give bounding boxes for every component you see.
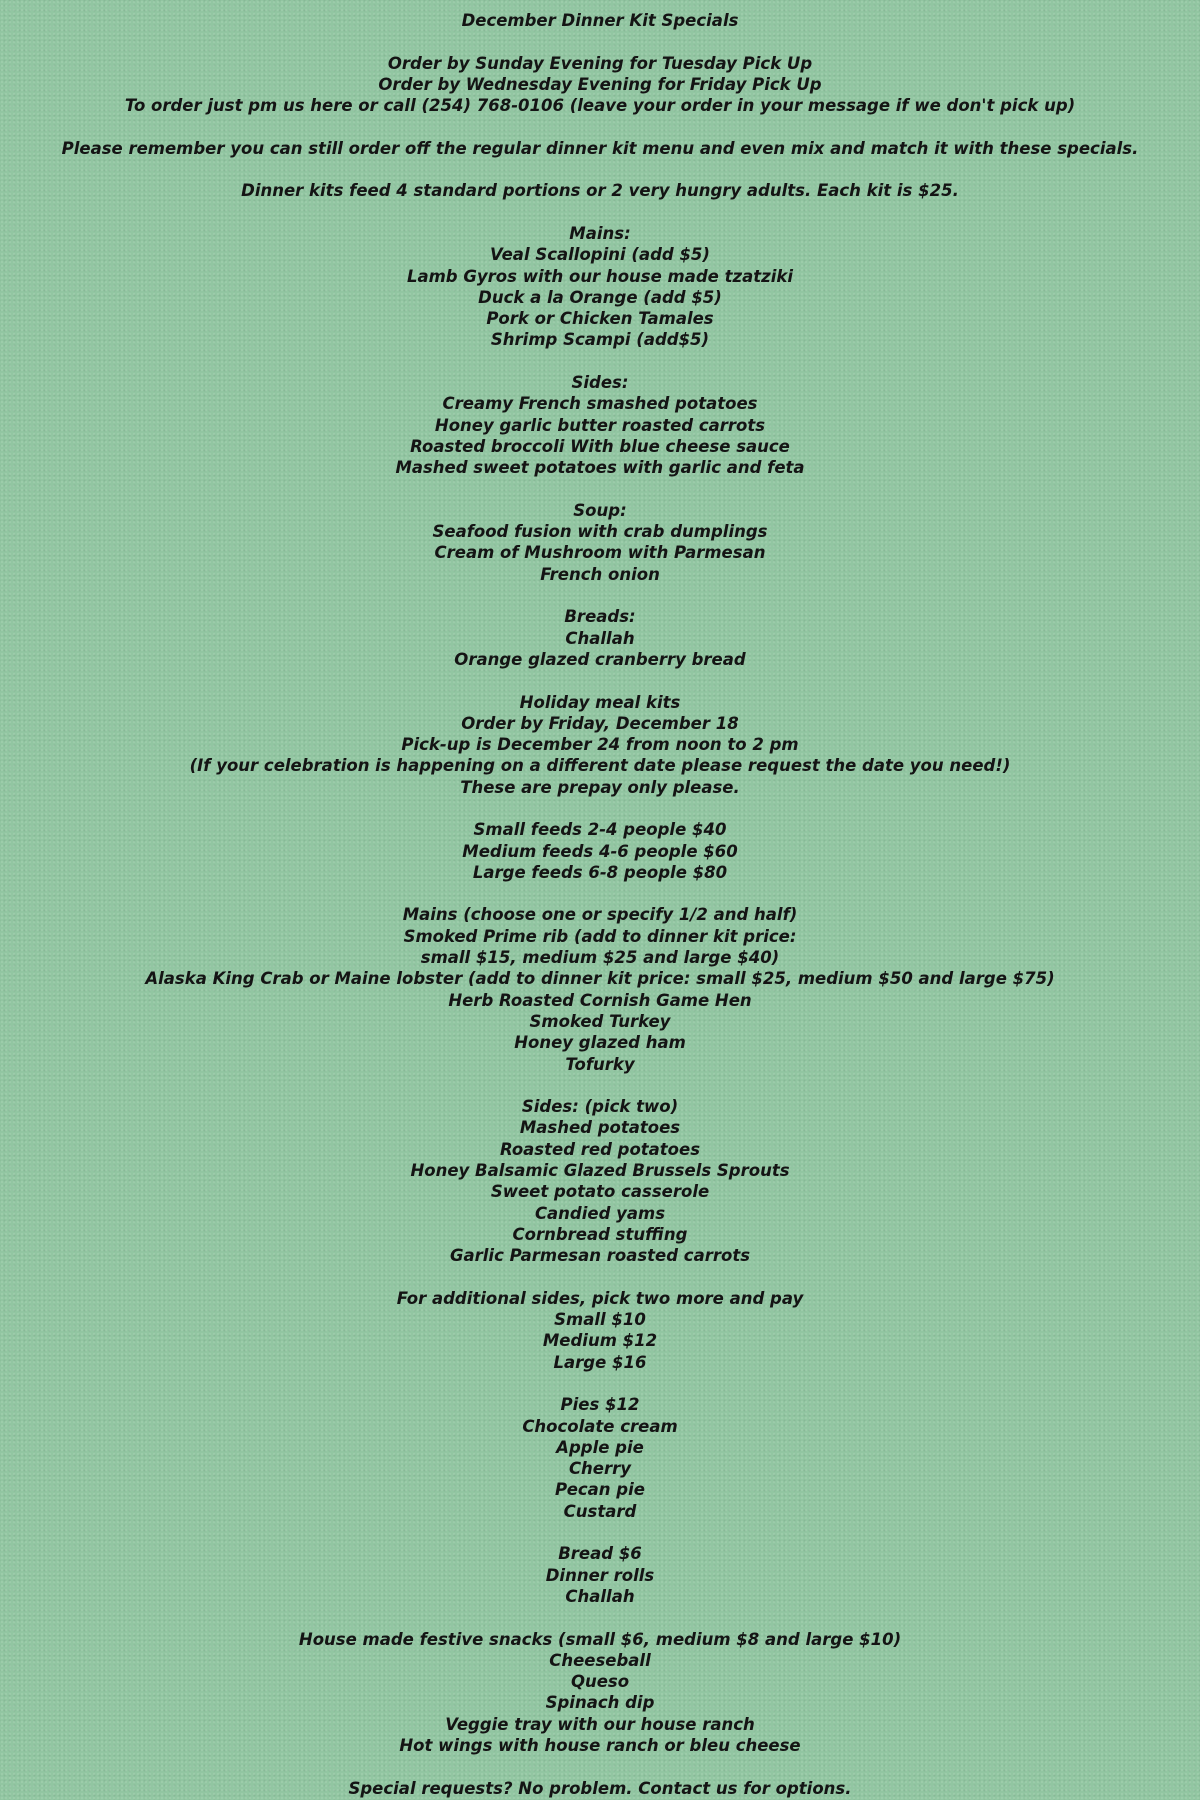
flyer-line: Hot wings with house ranch or bleu cheese [399,1736,801,1756]
flyer-line: Creamy French smashed potatoes [442,394,758,414]
flyer-line: Orange glazed cranberry bread [454,649,746,669]
flyer-line: Special requests? No problem. Contact us for options. [348,1778,852,1798]
flyer-line: Apple pie [556,1437,644,1457]
blank-line [0,585,1200,606]
blank-line [0,1522,1200,1543]
blank-line [0,798,1200,819]
flyer-line: Honey Balsamic Glazed Brussels Sprouts [410,1161,790,1181]
flyer-line: Challah [565,1586,635,1606]
blank-line [0,159,1200,180]
flyer-line: Order by Wednesday Evening for Friday Pick Up [378,74,822,94]
flyer-line: Large feeds 6-8 people $80 [472,862,728,882]
flyer-line: Bread $6 [558,1544,642,1564]
flyer-line: Sides: (pick two) [521,1097,679,1117]
blank-line [0,31,1200,52]
blank-line [0,1756,1200,1777]
flyer-line: Pork or Chicken Tamales [486,309,714,329]
blank-line [0,670,1200,691]
flyer-line: (If your celebration is happening on a different date please request the date you need!) [189,756,1011,776]
flyer-line: Cornbread stuffing [512,1224,688,1244]
flyer-line: Large $16 [553,1352,647,1372]
flyer-line: Roasted red potatoes [499,1139,701,1159]
flyer-line: Candied yams [534,1203,666,1223]
flyer-line: Cherry [568,1459,632,1479]
flyer-line: Seafood fusion with crab dumplings [432,522,768,542]
flyer-line: Breads: [564,607,636,627]
flyer-line: Pies $12 [560,1395,640,1415]
flyer-line: Pick-up is December 24 from noon to 2 pm [401,735,799,755]
flyer-line: Cream of Mushroom with Parmesan [434,543,766,563]
flyer-line: Dinner rolls [545,1565,655,1585]
flyer-line: Sweet potato casserole [490,1182,710,1202]
flyer-line: small $15, medium $25 and large $40) [420,948,780,968]
flyer-line: Queso [570,1672,630,1692]
flyer-line: Order by Sunday Evening for Tuesday Pick Up [387,53,813,73]
blank-line [0,1607,1200,1628]
flyer-line: Cheeseball [549,1650,651,1670]
blank-line [0,202,1200,223]
blank-line [0,479,1200,500]
flyer-line: Holiday meal kits [519,692,681,712]
blank-line [0,1373,1200,1394]
flyer-line: Soup: [573,500,627,520]
flyer-line: Herb Roasted Cornish Game Hen [448,990,752,1010]
flyer-line: Please remember you can still order off the regular dinner kit menu and even mix and match it with these specials. [61,138,1139,158]
flyer-line: Small feeds 2-4 people $40 [473,820,727,840]
flyer-line: Smoked Turkey [529,1011,671,1031]
blank-line [0,116,1200,137]
blank-line [0,1267,1200,1288]
flyer-line: Mains (choose one or specify 1/2 and half) [402,905,798,925]
flyer-line: Veggie tray with our house ranch [445,1714,755,1734]
flyer-line: Custard [563,1501,637,1521]
flyer-line: Small $10 [554,1310,646,1330]
flyer-line: Tofurky [565,1054,635,1074]
flyer-line: Roasted broccoli With blue cheese sauce [410,436,790,456]
flyer-line: Veal Scallopini (add $5) [490,245,710,265]
flyer-line: Alaska King Crab or Maine lobster (add to dinner kit price: small $25, medium $50 and large $75) [145,969,1055,989]
flyer-line: Mains: [569,223,631,243]
flyer-line: Chocolate cream [522,1416,678,1436]
flyer-line: Spinach dip [545,1693,655,1713]
flyer-line: House made festive snacks (small $6, medium $8 and large $10) [298,1629,902,1649]
flyer-line: Lamb Gyros with our house made tzatziki [406,266,794,286]
flyer-line: Honey garlic butter roasted carrots [434,415,766,435]
flyer-line: Mashed sweet potatoes with garlic and feta [395,458,805,478]
flyer-line: Sides: [571,373,629,393]
flyer-line: Medium $12 [542,1331,658,1351]
flyer-line: December Dinner Kit Specials [461,11,739,30]
flyer-line: Medium feeds 4-6 people $60 [462,841,738,861]
flyer-line: Challah [565,628,635,648]
blank-line [0,883,1200,904]
flyer-line: Honey glazed ham [514,1033,686,1053]
flyer-line: Mashed potatoes [519,1118,681,1138]
blank-line [0,1075,1200,1096]
flyer-line: Smoked Prime rib (add to dinner kit price: [403,926,797,946]
flyer-line: Pecan pie [555,1480,645,1500]
flyer-line: For additional sides, pick two more and pay [396,1288,804,1308]
flyer-line: Order by Friday, December 18 [461,713,739,733]
flyer-line: To order just pm us here or call (254) 768-0106 (leave your order in your message if we don't pick up) [124,96,1076,116]
flyer-line: Garlic Parmesan roasted carrots [449,1246,751,1266]
flyer-line: These are prepay only please. [460,777,740,797]
flyer-line: Duck a la Orange (add $5) [478,287,722,307]
flyer-line: French onion [540,564,660,584]
flyer-line: Shrimp Scampi (add$5) [490,330,710,350]
blank-line [0,351,1200,372]
flyer-line: Dinner kits feed 4 standard portions or 2 very hungry adults. Each kit is $25. [241,181,959,201]
